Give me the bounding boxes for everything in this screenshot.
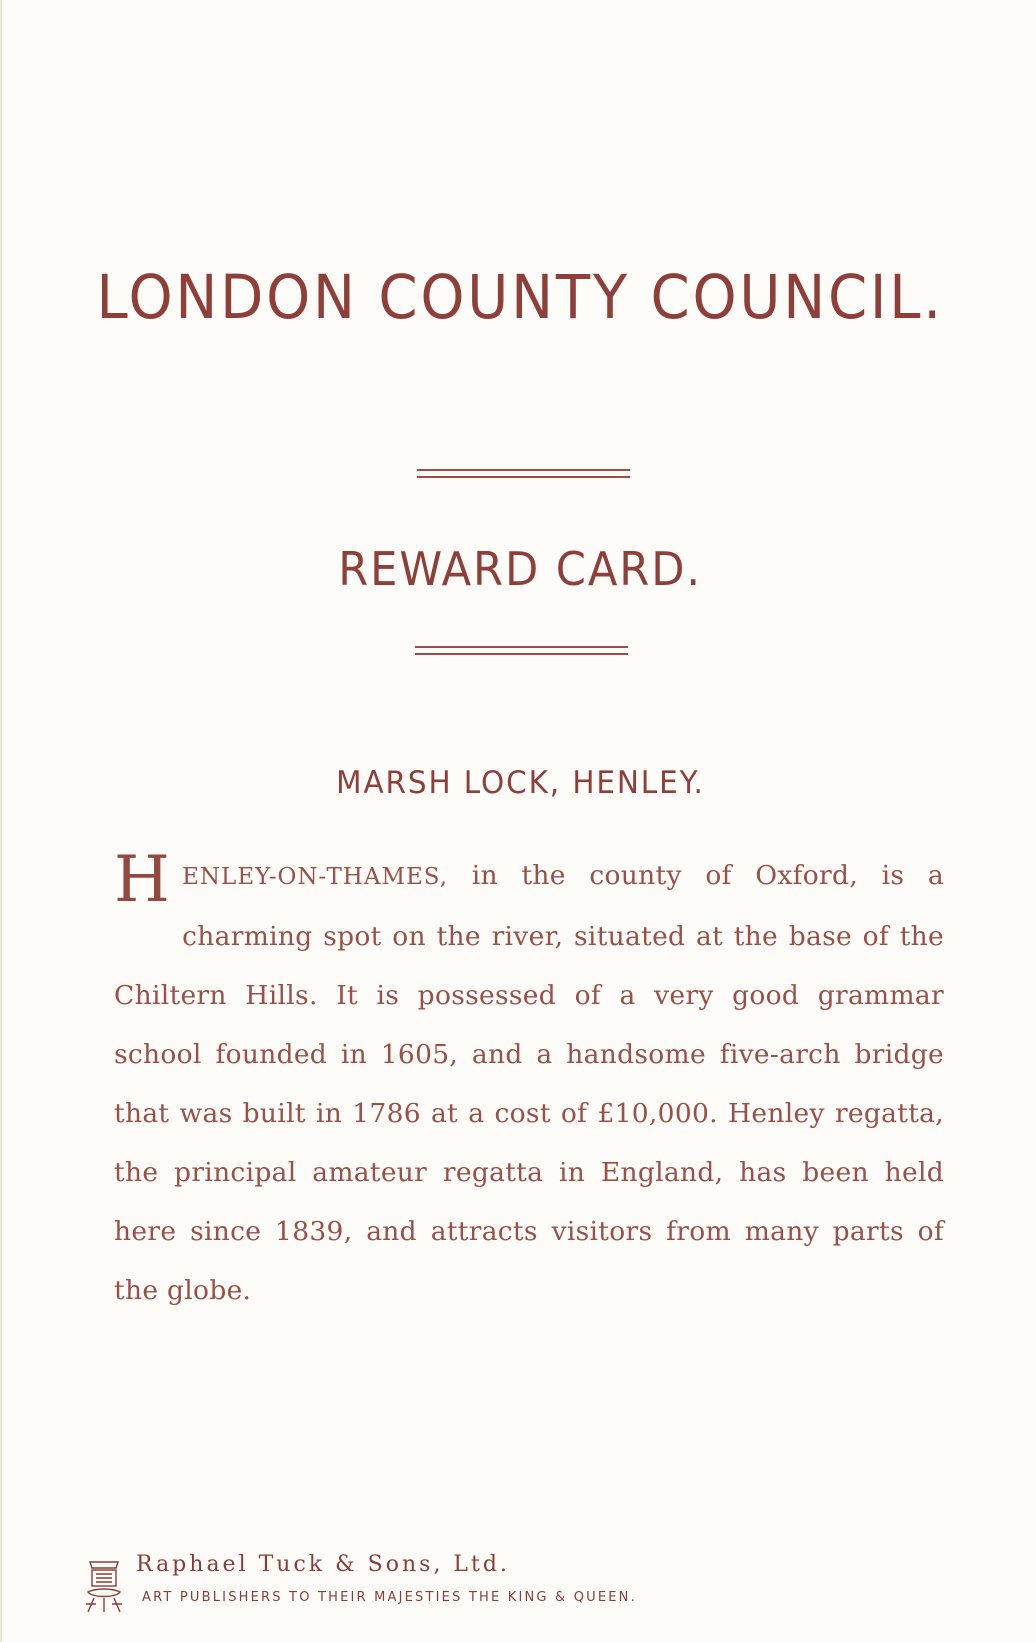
- easel-palette-icon: [82, 1558, 126, 1616]
- lead-word: ENLEY-ON-THAMES,: [182, 864, 449, 890]
- place-heading: MARSH LOCK, HENLEY.: [336, 765, 705, 801]
- description-text: in the county of Oxford, is a charming spot on the river, situated at the base of the Chiltern Hills. It is possessed of a very good grammar school founded in 1605, and a handsome five-arch bridge that was built in 1786 at a cost of £10,000. Henley regatta, the principal amateur regatta in England, has been held here since 1839, and attracts visitors from many parts of the globe.: [114, 860, 944, 1306]
- council-title: LONDON COUNTY COUNCIL.: [96, 262, 944, 333]
- publisher-name: Raphael Tuck & Sons, Ltd.: [136, 1552, 510, 1577]
- drop-cap: H: [114, 843, 171, 917]
- divider-top: [417, 469, 630, 478]
- divider-bottom: [415, 646, 628, 655]
- description-paragraph: [114, 843, 944, 1320]
- publisher-tagline: ART PUBLISHERS TO THEIR MAJESTIES THE KING & QUEEN.: [142, 1590, 637, 1605]
- reward-card-title: REWARD CARD.: [338, 542, 703, 596]
